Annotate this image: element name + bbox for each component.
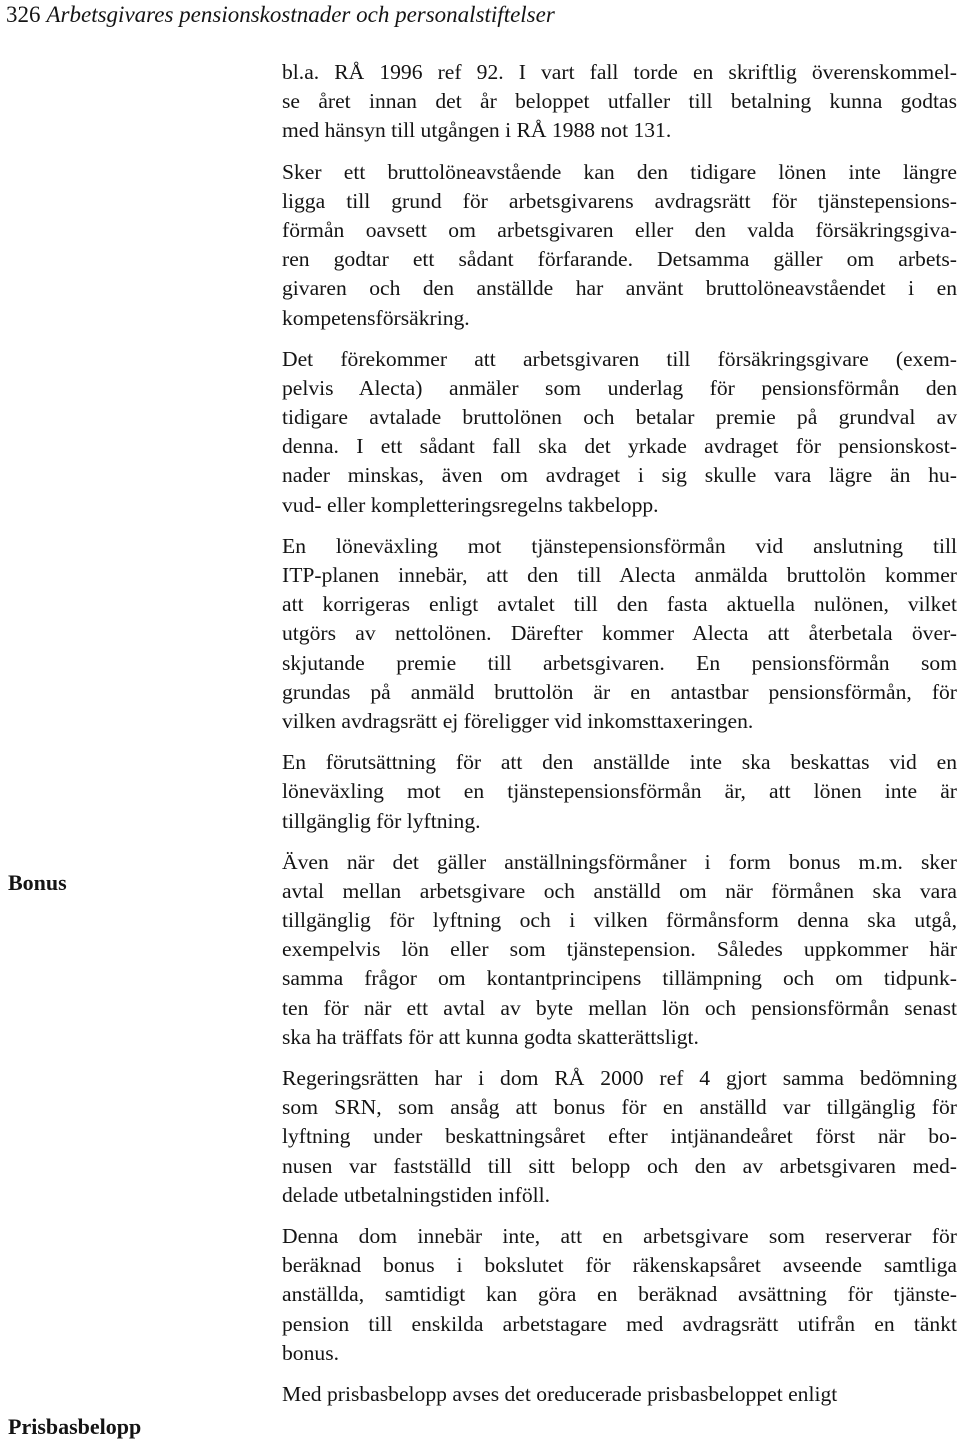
text-line: En löneväxling mot tjänstepensionsförmån vid anslutning till bbox=[282, 533, 957, 558]
text-line: ligga till grund för arbetsgivarens avdragsrätt för tjänstepensions- bbox=[282, 188, 957, 213]
paragraph bbox=[282, 158, 957, 333]
chapter-title: Arbetsgivares pensionskostnader och personalstiftelser bbox=[46, 2, 555, 27]
text-line: En förutsättning för att den anställde inte ska beskattas vid en bbox=[282, 750, 957, 775]
text-line: Denna dom innebär inte, att en arbetsgivare som reserverar för bbox=[282, 1223, 957, 1248]
page-number: 326 bbox=[6, 2, 41, 27]
running-header bbox=[6, 0, 555, 30]
text-line: förmån oavsett om arbetsgivaren eller den valda försäkringsgiva- bbox=[282, 217, 957, 242]
text-line: tillgänglig för lyftning. bbox=[282, 808, 481, 833]
paragraph bbox=[282, 58, 957, 146]
text-line: grundas på anmäld bruttolön är en antastbar pensionsförmån, för bbox=[282, 679, 957, 704]
text-line: se året innan det år beloppet utfaller till betalning kunna godtas bbox=[282, 89, 957, 114]
text-line: denna. I ett sådant fall ska det yrkade avdraget för pensionskost- bbox=[282, 434, 957, 459]
margin-heading-bonus: Bonus bbox=[8, 870, 67, 895]
paragraph bbox=[282, 1380, 957, 1409]
text-line: givaren och den anställde har använt bruttolöneavståendet i en bbox=[282, 276, 957, 301]
margin-heading-prisbasbelopp: Prisbasbelopp bbox=[8, 1414, 142, 1439]
text-line: avtal mellan arbetsgivare och anställd om när förmånen ska vara bbox=[282, 878, 957, 903]
text-line: nader minskas, även om avdraget i sig skulle vara lägre än hu- bbox=[282, 463, 957, 488]
text-line: att korrigeras enligt avtalet till den fasta aktuella nulönen, vilket bbox=[282, 592, 957, 617]
text-line: vud- eller kompletteringsregelns takbelopp. bbox=[282, 492, 659, 517]
text-line: utgörs av nettolönen. Därefter kommer Alecta att återbetala över- bbox=[282, 621, 957, 646]
text-line: beräknad bonus i bokslutet för räkenskapsåret avseende samtliga bbox=[282, 1253, 957, 1278]
text-line: samma frågor om kontantprincipens tillämpning och om tidpunk- bbox=[282, 966, 957, 991]
text-line: kompetensförsäkring. bbox=[282, 305, 470, 330]
text-line: vilken avdragsrätt ej föreligger vid inkomsttaxeringen. bbox=[282, 708, 754, 733]
text-line: exempelvis lön eller som tjänstepension. Således uppkommer här bbox=[282, 937, 957, 962]
text-line: ren godtar ett sådant förfarande. Detsamma gäller om arbets- bbox=[282, 247, 957, 272]
text-line: ska ha träffats för att kunna godta skatterättsligt. bbox=[282, 1024, 699, 1049]
text-line: Även när det gäller anställningsförmåner i form bonus m.m. sker bbox=[282, 849, 957, 874]
text-line: Det förekommer att arbetsgivaren till försäkringsgivare (exem- bbox=[282, 346, 957, 371]
paragraph bbox=[282, 532, 957, 736]
text-line: Med prisbasbelopp avses det oreducerade prisbasbeloppet enligt bbox=[282, 1381, 838, 1406]
paragraph bbox=[282, 1222, 957, 1368]
paragraph bbox=[282, 345, 957, 520]
text-line: nusen var fastställd till sitt belopp och den av arbetsgivaren med- bbox=[282, 1153, 957, 1178]
text-line: pension till enskilda arbetstagare med avdragsrätt utifrån en tänkt bbox=[282, 1311, 957, 1336]
paragraph bbox=[282, 1064, 957, 1210]
text-line: tillgänglig för lyftning och i vilken förmånsform denna ska utgå, bbox=[282, 908, 957, 933]
paragraph bbox=[282, 848, 957, 1052]
text-line: ten för när ett avtal av byte mellan lön och pensionsförmån senast bbox=[282, 995, 957, 1020]
text-line: med hänsyn till utgången i RÅ 1988 not 131. bbox=[282, 118, 672, 143]
text-line: tidigare avtalade bruttolönen och betalar premie på grundval av bbox=[282, 405, 957, 430]
text-line: ITP-planen innebär, att den till Alecta anmälda bruttolön kommer bbox=[282, 563, 957, 587]
text-line: lyftning under beskattningsåret efter intjänandeåret först när bo- bbox=[282, 1124, 957, 1149]
text-line: Sker ett bruttolöneavstående kan den tidigare lönen inte längre bbox=[282, 159, 957, 184]
text-line: Regeringsrätten har i dom RÅ 2000 ref 4 gjort samma bedömning bbox=[282, 1066, 957, 1090]
paragraph bbox=[282, 748, 957, 836]
text-line: delade utbetalningstiden inföll. bbox=[282, 1182, 551, 1207]
text-line: skjutande premie till arbetsgivaren. En pensionsförmån som bbox=[282, 650, 957, 675]
body-text-column bbox=[282, 58, 957, 1421]
text-line: bonus. bbox=[282, 1340, 339, 1365]
text-line: som SRN, som ansåg att bonus för en anställd var tillgänglig för bbox=[282, 1095, 957, 1120]
text-line: löneväxling mot en tjänstepensionsförmån är, att lönen inte är bbox=[282, 779, 957, 804]
text-line: bl.a. RÅ 1996 ref 92. I vart fall torde en skriftlig överenskommel- bbox=[282, 60, 957, 84]
text-line: pelvis Alecta) anmäler som underlag för pensionsförmån den bbox=[282, 375, 957, 400]
text-line: anställda, samtidigt kan göra en beräknad avsättning för tjänste- bbox=[282, 1282, 957, 1307]
